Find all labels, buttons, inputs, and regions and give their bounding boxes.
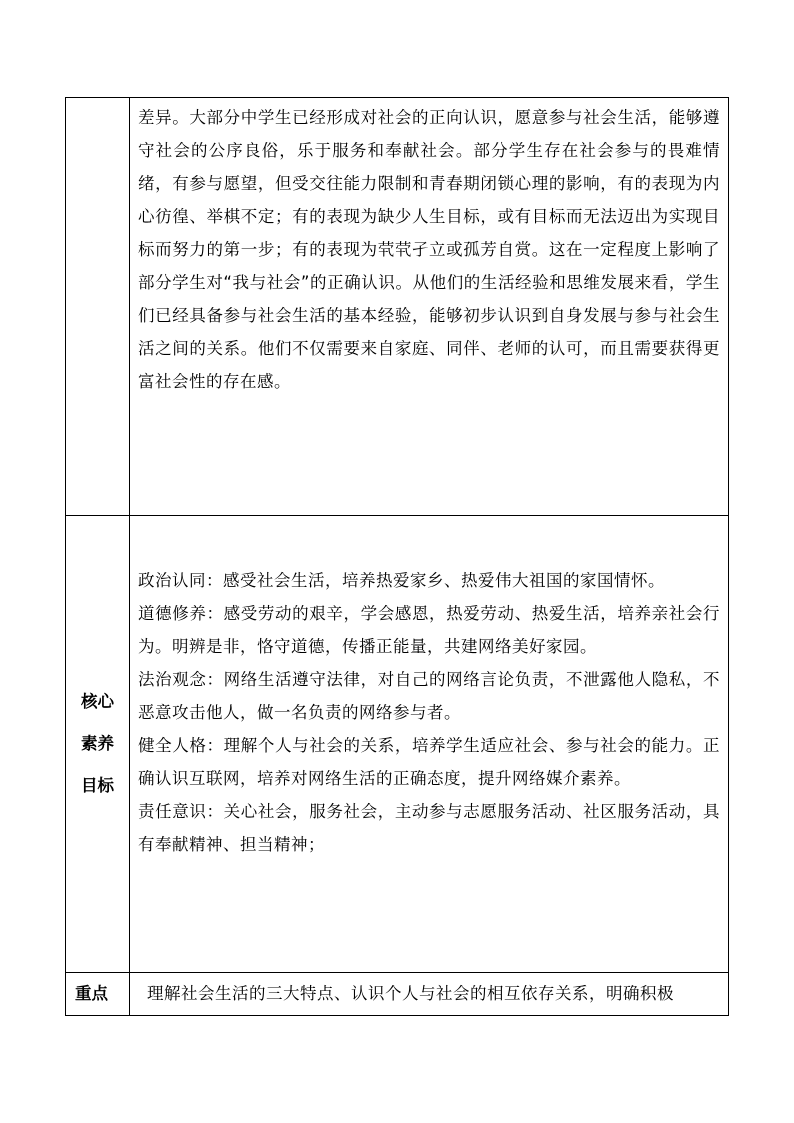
key-points-row	[66, 973, 729, 1016]
core-literacy-goals-content-cell	[130, 516, 729, 973]
goals-label-line-3: 目标	[81, 776, 114, 795]
core-literacy-goals-label	[66, 681, 129, 807]
student-analysis-text: 差异。大部分中学生已经形成对社会的正向认识，愿意参与社会生活，能够遵守社会的公序良俗，乐于服务和奉献社会。部分学生存在社会参与的畏难情绪，有参与愿望，但受交往能力限制和青春期闭锁心理的影响，有的表现为内心彷徨、举棋不定；有的表现为缺少人生目标，或有目标而无法迈出为实现目标而努力的第一步；有的表现为茕茕孑立或孤芳自赏。这在一定程度上影响了部分学生对“我与社会”的正确认识。从他们的生活经验和思维发展来看，学生们已经具备参与社会生活的基本经验，能够初步认识到自身发展与参与社会生活之间的关系。他们不仅需要来自家庭、同伴、老师的认可，而且需要获得更富社会性的存在感。	[138, 108, 720, 391]
student-analysis-row	[66, 98, 729, 516]
core-literacy-goals-list	[130, 516, 728, 861]
lesson-plan-table	[65, 97, 729, 1016]
core-literacy-goals-label-cell	[66, 516, 130, 973]
key-points-label: 重点	[66, 973, 130, 1016]
goal-sense-of-responsibility: 责任意识：关心社会，服务社会，主动参与志愿服务活动、社区服务活动，具有奉献精神、担当精神；	[138, 802, 720, 854]
key-points-text: 理解社会生活的三大特点、认识个人与社会的相互依存关系，明确积极	[130, 973, 729, 1016]
goals-label-line-2: 素养	[81, 734, 114, 753]
goal-sound-personality: 健全人格：理解个人与社会的关系，培养学生适应社会、参与社会的能力。正确认识互联网，培养对网络生活的正确态度，提升网络媒介素养。	[138, 736, 720, 788]
goal-rule-of-law: 法治观念：网络生活遵守法律，对自己的网络言论负责，不泄露他人隐私，不恶意攻击他人，做一名负责的网络参与者。	[138, 670, 720, 722]
core-literacy-goals-row	[66, 516, 729, 973]
student-analysis-label-cell	[66, 98, 130, 516]
student-analysis-content-cell	[130, 98, 729, 516]
goal-political-identity: 政治认同：感受社会生活，培养热爱家乡、热爱伟大祖国的家国情怀。	[138, 571, 665, 590]
goals-label-line-1: 核心	[81, 692, 114, 711]
goal-moral-cultivation: 道德修养：感受劳动的艰辛，学会感恩，热爱劳动、热爱生活，培养亲社会行为。明辨是非，恪守道德，传播正能量，共建网络美好家园。	[138, 604, 720, 656]
